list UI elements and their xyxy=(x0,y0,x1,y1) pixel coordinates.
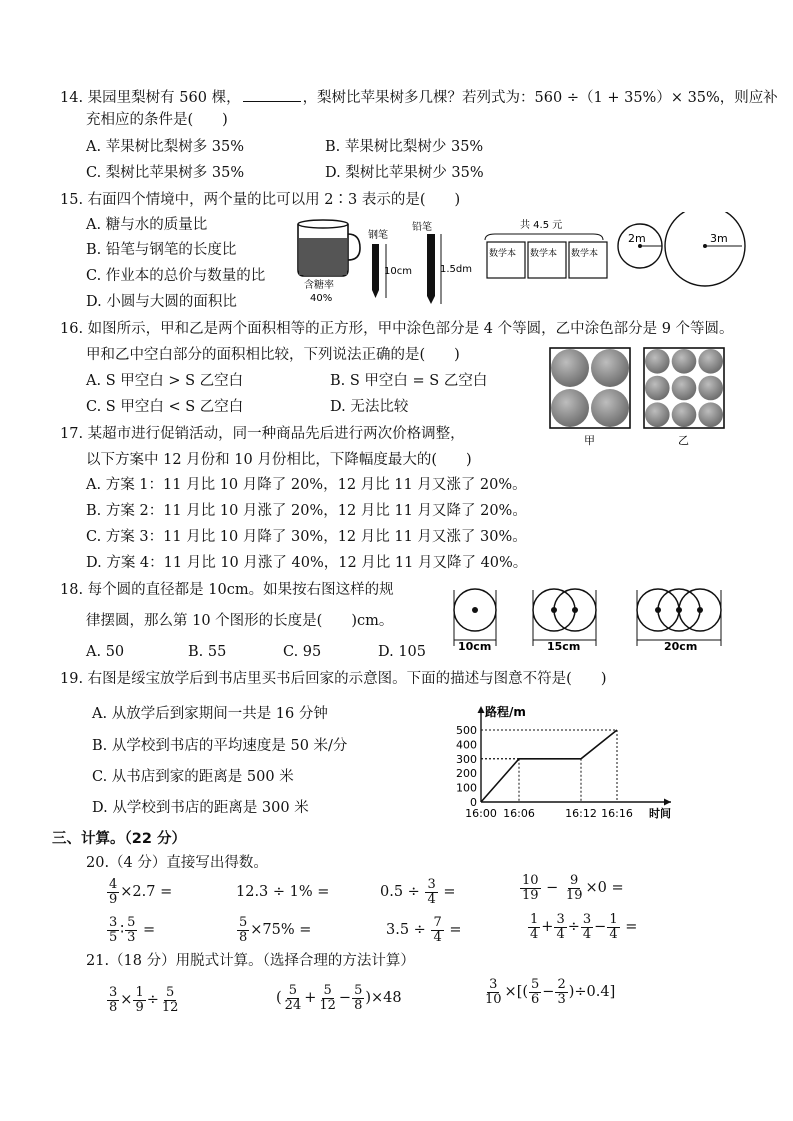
q17-option-a[interactable]: A. 方案 1：11 月比 10 月降了 20%，12 月比 11 月又涨了 20%。 xyxy=(86,477,527,493)
sugar-water-cup-icon xyxy=(298,220,360,304)
x-tick-label: 16:00 xyxy=(465,807,497,820)
pen-label: 钢笔 xyxy=(368,230,388,241)
x-axis-arrow xyxy=(664,799,671,806)
q14-stem-part-a: 14. 果园里梨树有 560 棵， xyxy=(60,90,241,106)
q20-expr-8: $\frac{1}{4}$ + $\frac{3}{4}$ ÷ $\frac{3}{4}$ − $\frac{1}{4}$ = xyxy=(530,912,638,942)
q18-option-c[interactable]: C. 95 xyxy=(283,644,322,660)
q18-stem-line1: 18. 每个圆的直径都是 10cm。如果按右图这样的规 xyxy=(60,582,394,598)
fig2-length: 15cm xyxy=(547,640,581,653)
q20-expr-6: $\frac{5}{8}$ ×75% = xyxy=(239,915,312,945)
big-radius: 3m xyxy=(710,232,728,245)
pencil-length: 1.5dm xyxy=(440,264,472,275)
books-total: 共 4.5 元 xyxy=(520,220,563,231)
small-radius: 2m xyxy=(628,232,646,245)
y-axis-label: 路程/m xyxy=(485,705,526,719)
y-tick-label: 100 xyxy=(456,781,477,795)
q17-option-b[interactable]: B. 方案 2：11 月比 10 月涨了 20%，12 月比 11 月又降了 20%。 xyxy=(86,503,527,519)
q16-option-a[interactable]: A. S 甲空白 > S 乙空白 xyxy=(86,373,244,389)
q16-option-b[interactable]: B. S 甲空白 = S 乙空白 xyxy=(330,373,488,389)
circle-pattern-3 xyxy=(637,589,721,653)
q20-title: 20.（4 分）直接写出得数。 xyxy=(86,855,268,871)
q15-option-c[interactable]: C. 作业本的总价与数量的比 xyxy=(86,268,266,284)
label-jia: 甲 xyxy=(584,434,595,447)
q19-stem: 19. 右图是绥宝放学后到书店里买书后回家的示意图。下面的描述与图意不符是( ) xyxy=(60,671,607,687)
y-axis-arrow xyxy=(478,706,485,713)
fig3-length: 20cm xyxy=(664,640,698,653)
q18-stem-line2: 律摆圆，那么第 10 个图形的长度是( )cm。 xyxy=(86,613,394,629)
q14-stem-part-b: ，梨树比苹果树多几棵？若列式为：560 ÷（1 + 35%）× 35%，则应补 xyxy=(302,90,778,106)
q16-stem-line1: 16. 如图所示，甲和乙是两个面积相等的正方形，甲中涂色部分是 4 个等圆，乙中涂色部分是 9 个等圆。 xyxy=(60,321,734,337)
distance-time-chart xyxy=(445,700,695,825)
q20-expr-7: 3.5 ÷ $\frac{7}{4}$ = xyxy=(386,915,462,945)
q17-option-d[interactable]: D. 方案 4：11 月比 10 月涨了 40%，12 月比 11 月又降了 40%。 xyxy=(86,555,528,571)
y-tick-label: 300 xyxy=(456,752,477,766)
q16-option-d[interactable]: D. 无法比较 xyxy=(330,399,409,415)
q19-option-c[interactable]: C. 从书店到家的距离是 500 米 xyxy=(92,769,294,785)
book-label-1: 数学本 xyxy=(489,249,517,259)
q15-option-d[interactable]: D. 小圆与大圆的面积比 xyxy=(86,294,237,310)
q14-option-a[interactable]: A. 苹果树比梨树多 35% xyxy=(86,139,245,155)
q20-expr-2: 12.3 ÷ 1% = xyxy=(236,884,330,900)
q15-stem: 15. 右面四个情境中，两个量的比可以用 2∶3 表示的是( ) xyxy=(60,192,461,208)
label-yi: 乙 xyxy=(678,434,689,447)
q18-option-b[interactable]: B. 55 xyxy=(188,644,227,660)
y-tick-label: 0 xyxy=(470,796,477,809)
y-tick-label: 200 xyxy=(456,767,477,781)
q16-stem-line2: 甲和乙中空白部分的面积相比较，下列说法正确的是( ) xyxy=(86,347,460,363)
q18-figures xyxy=(448,580,738,655)
q15-figures xyxy=(290,212,750,312)
book-label-2: 数学本 xyxy=(530,249,558,259)
pencil-label: 铅笔 xyxy=(412,222,432,233)
q20-expr-1: $\frac{4}{9}$ ×2.7 = xyxy=(109,877,173,907)
q14-option-d[interactable]: D. 梨树比苹果树少 35% xyxy=(325,165,484,181)
q21-expr-1: $\frac{3}{8}$ × $\frac{1}{9}$ ÷ $\frac{5}{12}$ xyxy=(109,985,179,1015)
section-3-title: 三、计算。（22 分） xyxy=(52,831,186,847)
q15-option-a[interactable]: A. 糖与水的质量比 xyxy=(86,217,208,233)
q14-option-b[interactable]: B. 苹果树比梨树少 35% xyxy=(325,139,484,155)
q21-expr-2: ( $\frac{5}{24}$ + $\frac{5}{12}$ − $\frac{5}{8}$ )×48 xyxy=(276,983,402,1013)
cup-label-1: 含糖率 xyxy=(304,280,334,291)
q17-stem-line1: 17. 某超市进行促销活动，同一种商品先后进行两次价格调整， xyxy=(60,426,465,442)
q14-option-c[interactable]: C. 梨树比苹果树多 35% xyxy=(86,165,245,181)
q20-expr-5: $\frac{3}{5}$ ∶ $\frac{5}{3}$ = xyxy=(109,915,156,945)
q20-expr-3: 0.5 ÷ $\frac{3}{4}$ = xyxy=(380,877,456,907)
y-tick-label: 400 xyxy=(456,738,477,752)
pencil-icon xyxy=(412,220,472,304)
q16-option-c[interactable]: C. S 甲空白 < S 乙空白 xyxy=(86,399,244,415)
q17-option-c[interactable]: C. 方案 3：11 月比 10 月降了 30%，12 月比 11 月又涨了 30%。 xyxy=(86,529,527,545)
q14-stem-line2: 充相应的条件是( ) xyxy=(86,112,228,128)
y-tick-label: 500 xyxy=(456,724,477,737)
two-circles-figure xyxy=(618,212,745,286)
q20-expr-4: $\frac{10}{19}$ − $\frac{9}{19}$ ×0 = xyxy=(522,873,624,903)
cup-label-2: 40% xyxy=(310,293,333,304)
q18-option-d[interactable]: D. 105 xyxy=(378,644,427,660)
circle-pattern-1 xyxy=(454,589,496,653)
q21-title: 21.（18 分）用脱式计算。（选择合理的方法计算） xyxy=(86,953,415,969)
exercise-books-figure xyxy=(485,218,607,278)
fig1-length: 10cm xyxy=(458,640,492,653)
square-yi xyxy=(644,348,724,447)
q16-figures xyxy=(548,346,730,448)
q19-option-d[interactable]: D. 从学校到书店的距离是 300 米 xyxy=(92,800,309,816)
book-label-3: 数学本 xyxy=(571,249,599,259)
x-tick-label: 16:06 xyxy=(503,807,535,820)
x-axis-label: 时间 xyxy=(649,807,671,820)
q17-stem-line2: 以下方案中 12 月份和 10 月份相比，下降幅度最大的( ) xyxy=(86,452,472,468)
q14-stem-line1 xyxy=(60,89,778,106)
q18-option-a[interactable]: A. 50 xyxy=(86,644,125,660)
pen-icon xyxy=(368,228,412,298)
q21-expr-3: $\frac{3}{10}$ ×[( $\frac{5}{6}$ − $\frac{2}{3}$ )÷0.4] xyxy=(485,977,616,1007)
x-tick-label: 16:16 xyxy=(601,807,633,820)
circle-pattern-2 xyxy=(533,589,596,653)
q19-option-a[interactable]: A. 从放学后到家期间一共是 16 分钟 xyxy=(92,706,328,722)
square-jia xyxy=(550,348,630,447)
q14-answer-blank[interactable] xyxy=(243,89,301,102)
x-tick-label: 16:12 xyxy=(565,807,597,820)
pen-length: 10cm xyxy=(384,266,412,277)
q19-option-b[interactable]: B. 从学校到书店的平均速度是 50 米/分 xyxy=(92,738,348,754)
distance-series-line xyxy=(481,730,617,802)
q15-option-b[interactable]: B. 铅笔与钢笔的长度比 xyxy=(86,242,237,258)
